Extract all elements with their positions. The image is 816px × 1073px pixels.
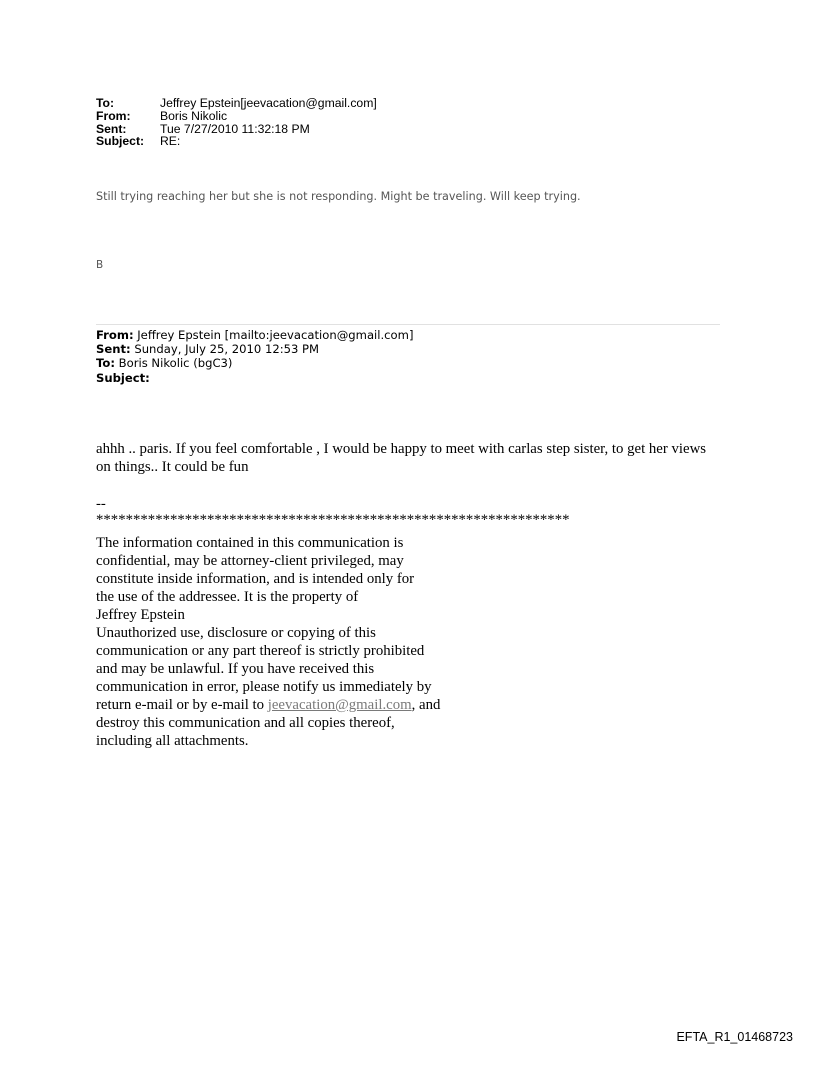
original-subject-row [96,371,413,385]
original-subject-label: Subject: [96,370,150,385]
to-label: To: [96,96,115,110]
reply-signature: B [96,259,104,271]
disclaimer-line: Jeffrey Epstein [96,607,185,623]
disclaimer-line: The information contained in this communication is [96,535,404,551]
email-link[interactable]: jeevacation@gmail.com [267,697,412,713]
original-from-label: From: [96,328,134,342]
disclaimer-line: communication or any part thereof is strictly prohibited [96,643,425,659]
signature-dashes: -- [96,496,106,512]
original-from-row [96,328,413,342]
disclaimer-line: including all attachments. [96,733,249,749]
disclaimer-line: the use of the addressee. It is the property of [96,589,359,605]
original-from-value: Jeffrey Epstein [mailto:jeevacation@gmail.com] [133,328,414,342]
disclaimer-line [96,696,476,714]
disclaimer-line: Unauthorized use, disclosure or copying of this [96,625,376,641]
subject-label: Subject: [96,134,145,149]
original-sent-row [96,342,413,356]
message-separator [96,324,720,325]
to-row [96,97,377,110]
disclaimer-line: confidential, may be attorney-client privileged, may [96,553,404,569]
original-sent-label: Sent: [96,342,131,357]
original-sent-value: Sunday, July 25, 2010 12:53 PM [130,342,320,357]
original-to-row [96,356,413,370]
disclaimer-line: communication in error, please notify us immediately by [96,679,432,695]
from-value: Boris Nikolic [160,108,228,123]
disclaimer-line: and may be unlawful. If you have received this [96,661,375,677]
confidentiality-disclaimer [96,534,476,750]
disclaimer-stars: **************************************************************** [96,512,570,528]
sent-value: Tue 7/27/2010 11:32:18 PM [160,121,310,136]
disclaimer-text: return e-mail or by e-mail to [96,697,268,713]
original-body: ahhh .. paris. If you feel comfortable , I would be happy to meet with carlas step sister, to get her views on things.. It could be fun [96,441,707,475]
disclaimer-line: destroy this communication and all copies thereof, [96,715,395,731]
disclaimer-line: constitute inside information, and is intended only for [96,571,415,587]
subject-value: RE: [160,134,181,149]
reply-email-header [96,97,377,148]
sent-label: Sent: [96,121,127,136]
from-row [96,110,377,123]
reply-body: Still trying reaching her but she is not responding. Might be traveling. Will keep trying. [96,190,581,203]
from-label: From: [96,108,131,123]
subject-row [96,135,377,148]
original-to-value: Boris Nikolic (bgC3) [114,356,233,371]
disclaimer-text: , and [411,697,441,713]
document-id-footer: EFTA_R1_01468723 [676,1030,793,1044]
original-email-header [96,328,413,385]
to-value: Jeffrey Epstein[jeevacation@gmail.com] [160,96,377,110]
original-to-label: To: [96,356,115,371]
